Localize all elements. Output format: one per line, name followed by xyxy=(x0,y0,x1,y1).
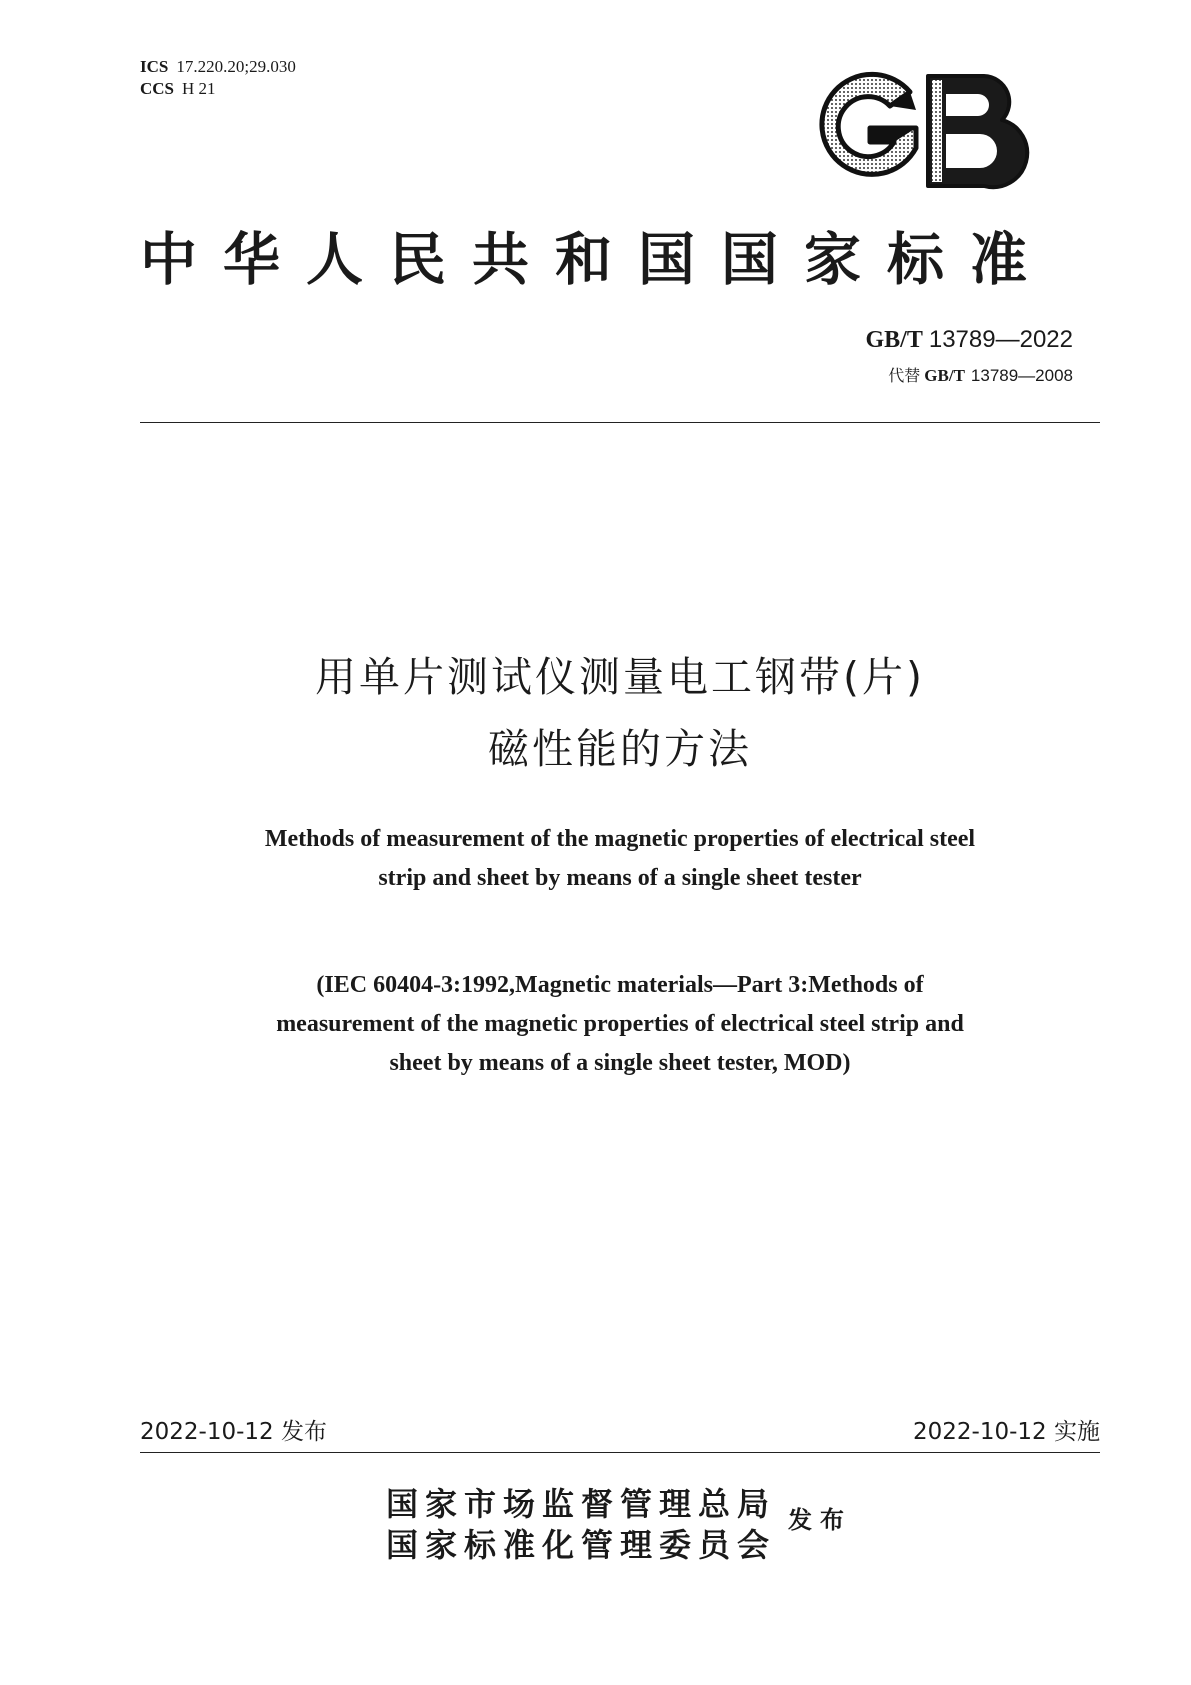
ics-value: 17.220.20;29.030 xyxy=(176,57,296,76)
national-standard-title: 中华人民共和国国家标准 xyxy=(140,226,1053,293)
adoption-note-line-2: measurement of the magnetic properties of electrical steel strip and xyxy=(276,1011,964,1037)
bottom-divider xyxy=(140,1452,1100,1453)
issue-date-label: 发布 xyxy=(280,1419,327,1445)
issuer-line-2: 国家标准化管理委员会 xyxy=(386,1526,777,1564)
ccs-value: H 21 xyxy=(182,79,216,98)
ics-label: ICS xyxy=(140,57,169,76)
replaces-code: GB/T xyxy=(924,366,965,385)
chinese-title-line-2: 磁性能的方法 xyxy=(488,725,752,773)
ics-classification xyxy=(140,57,296,77)
top-divider xyxy=(140,422,1100,423)
gb-national-standard-logo xyxy=(806,70,1036,191)
replaces-number: 13789—2008 xyxy=(970,366,1073,385)
english-title-line-1: Methods of measurement of the magnetic properties of electrical steel xyxy=(264,826,976,852)
standard-number xyxy=(866,326,1074,354)
chinese-title-line-1: 用单片测试仪测量电工钢带(片) xyxy=(315,653,925,701)
standard-number-prefix: GB/T xyxy=(865,327,923,353)
replaces-standard xyxy=(888,366,1073,386)
replaces-prefix: 代替 xyxy=(888,366,921,385)
english-title-line-2: strip and sheet by means of a single sheet tester xyxy=(378,865,862,891)
gb-logo-icon xyxy=(806,70,1036,191)
issuer-publish-label: 发布 xyxy=(788,1506,852,1534)
issue-date-value: 2022-10-12 xyxy=(140,1419,274,1445)
ccs-label: CCS xyxy=(140,79,175,98)
issue-date xyxy=(140,1418,327,1446)
implementation-date-value: 2022-10-12 xyxy=(913,1419,1047,1445)
adoption-note-line-1: (IEC 60404-3:1992,Magnetic materials—Part 3:Methods of xyxy=(316,972,924,998)
adoption-note-line-3: sheet by means of a single sheet tester, MOD) xyxy=(389,1050,851,1076)
implementation-date-label: 实施 xyxy=(1054,1419,1100,1445)
standard-number-value: 13789—2022 xyxy=(928,326,1073,353)
issuer-line-1: 国家市场监督管理总局 xyxy=(386,1485,777,1523)
ccs-classification xyxy=(140,79,216,99)
implementation-date xyxy=(913,1418,1100,1446)
